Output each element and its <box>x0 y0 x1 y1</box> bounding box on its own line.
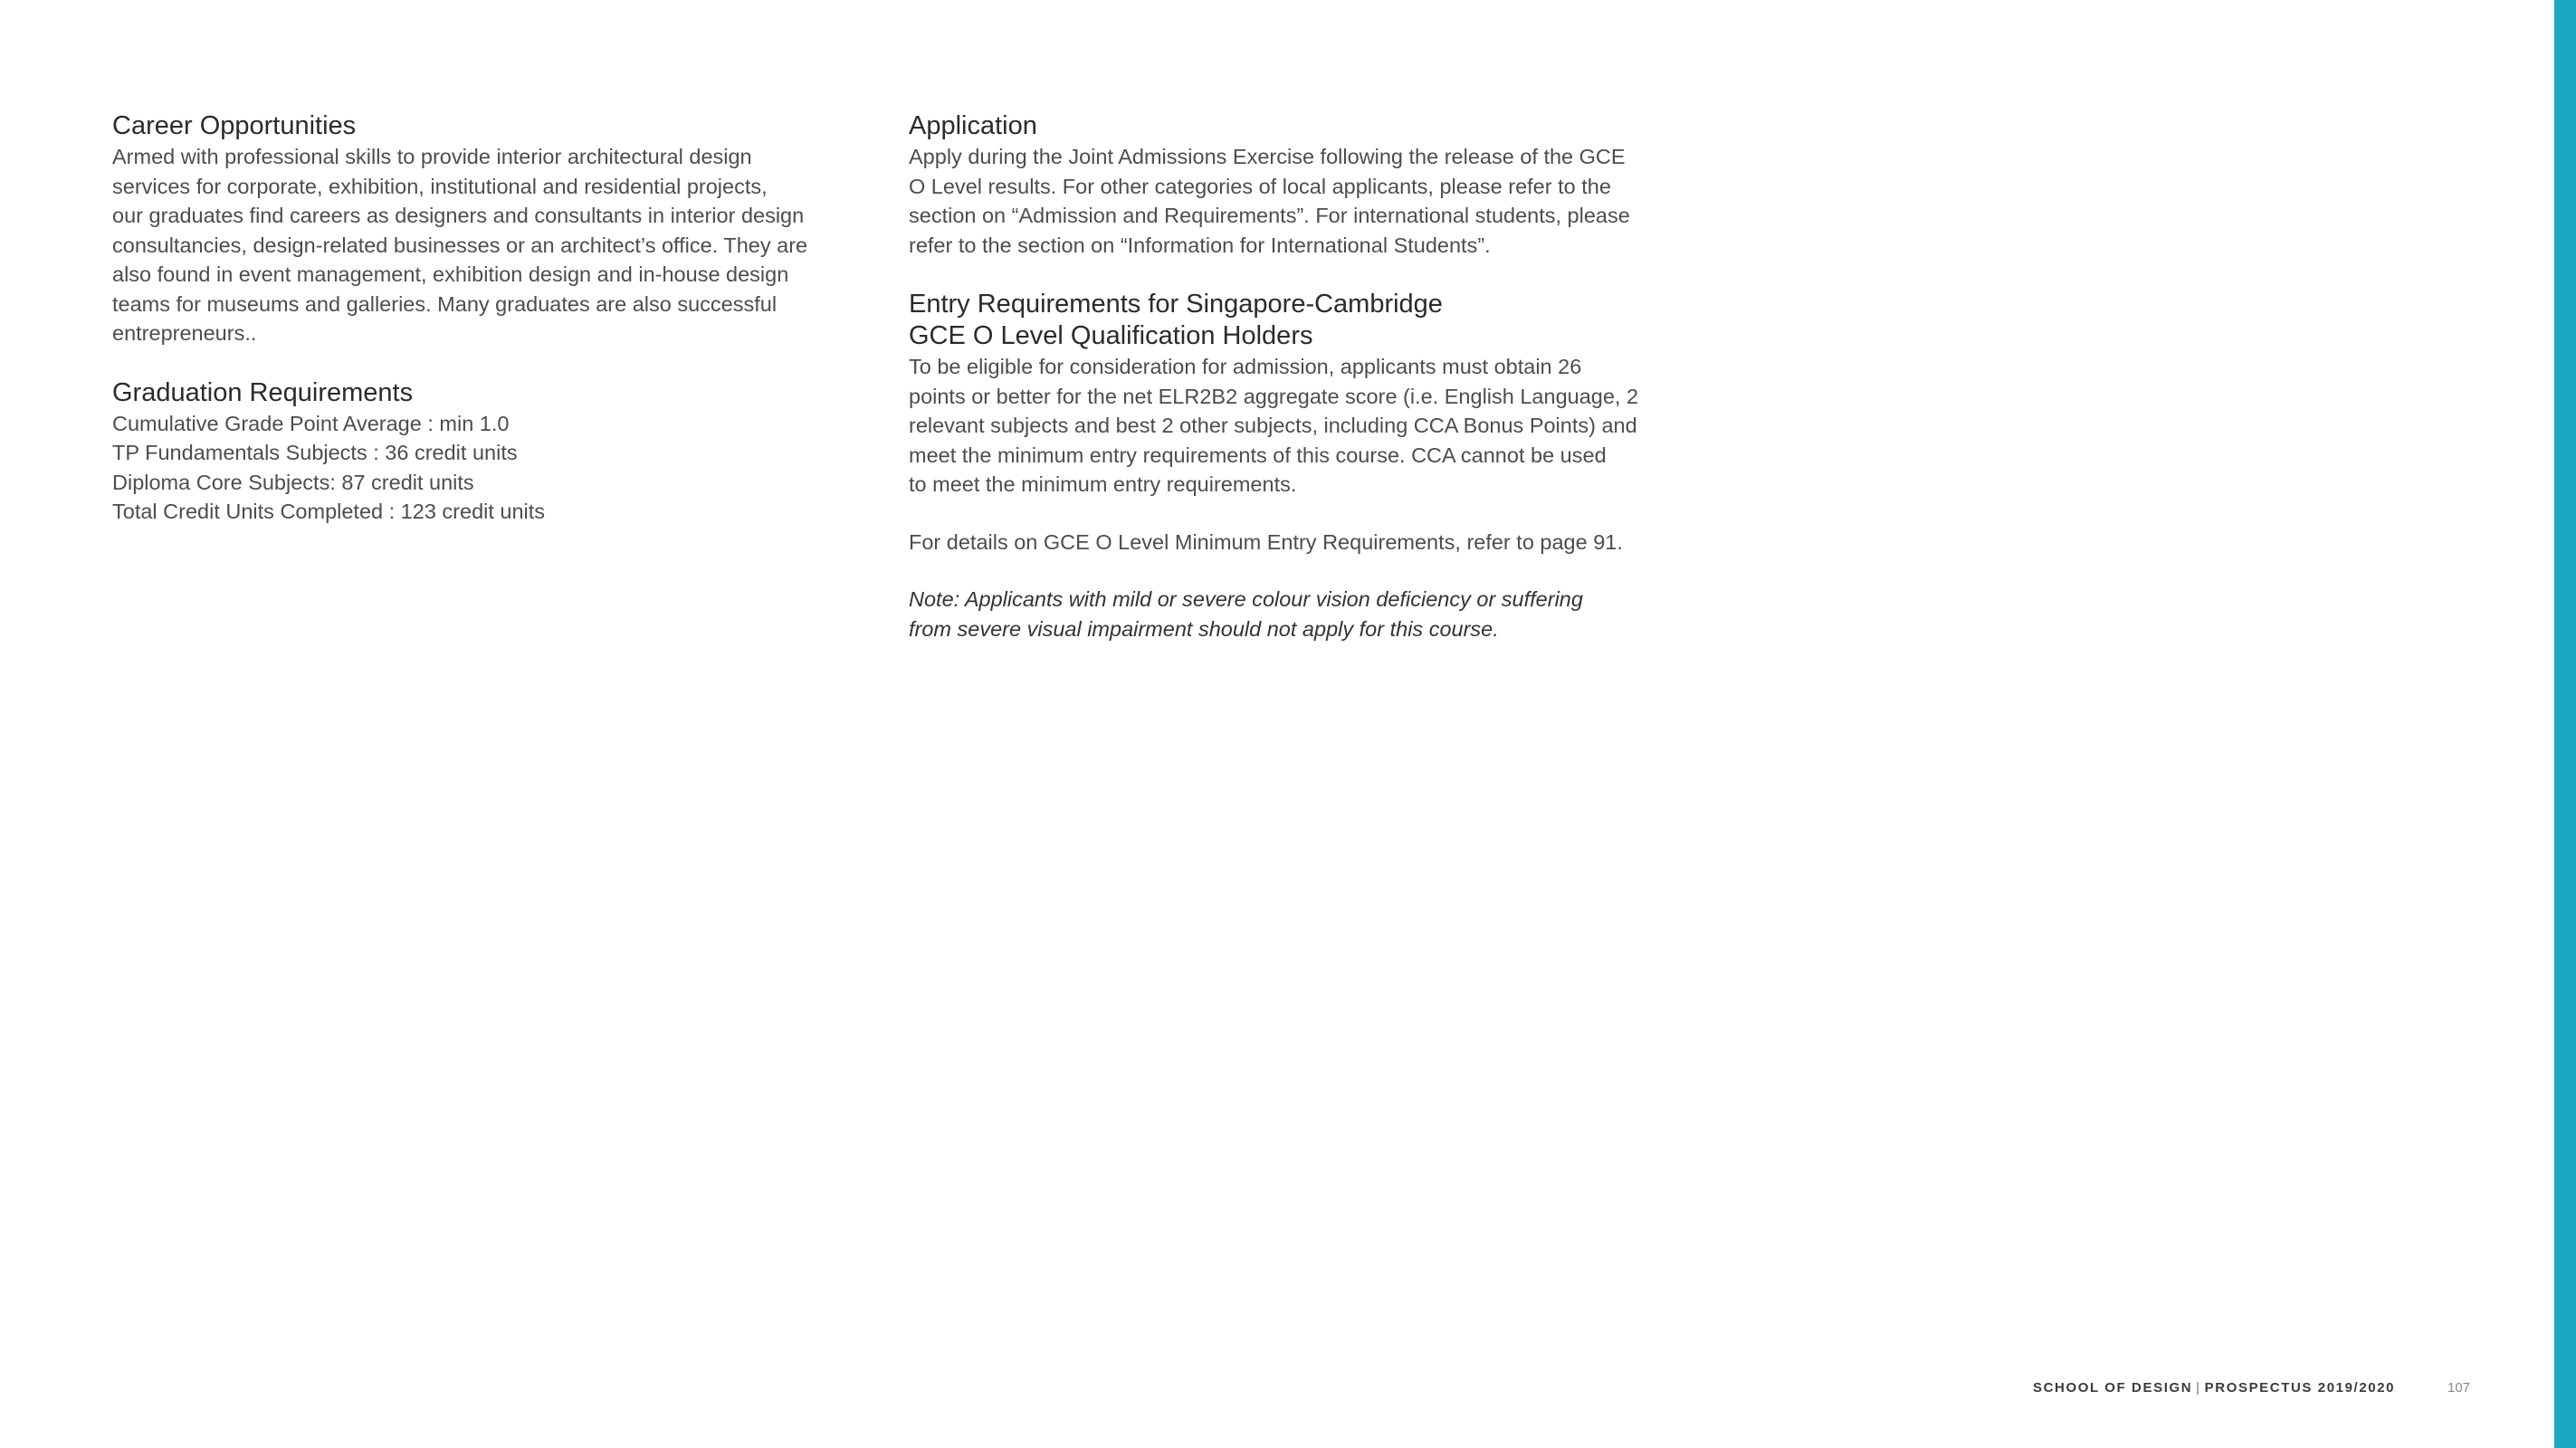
application-text <box>909 142 1669 260</box>
graduation-requirements-list <box>112 409 854 527</box>
text-line: section on “Admission and Requirements”. For international students, please <box>909 204 1630 227</box>
footer-prospectus: PROSPECTUS 2019/2020 <box>2204 1380 2396 1396</box>
entry-requirements-text <box>909 352 1669 500</box>
text-line: Apply during the Joint Admissions Exercise following the release of the GCE <box>909 145 1626 168</box>
footer-separator: | <box>2196 1380 2201 1396</box>
footer-school: SCHOOL OF DESIGN <box>2033 1380 2193 1396</box>
text-line: to meet the minimum entry requirements. <box>909 472 1297 496</box>
footer-publication <box>2033 1380 2395 1396</box>
left-column <box>112 110 854 527</box>
text-line: Armed with professional skills to provide interior architectural design <box>112 145 752 168</box>
right-column <box>909 110 1669 643</box>
text-line: To be eligible for consideration for admission, applicants must obtain 26 <box>909 355 1582 378</box>
career-opportunities-heading: Career Opportunities <box>112 111 357 140</box>
text-line: services for corporate, exhibition, institutional and residential projects, <box>112 174 768 198</box>
text-line: refer to the section on “Information for International Students”. <box>909 233 1491 257</box>
text-line: relevant subjects and best 2 other subjects, including CCA Bonus Points) and <box>909 414 1637 437</box>
heading-line: GCE O Level Qualification Holders <box>909 321 1313 350</box>
spacer <box>909 557 1669 585</box>
application-heading: Application <box>909 111 1037 140</box>
career-opportunities-text <box>112 142 854 348</box>
list-item: Total Credit Units Completed : 123 credit units <box>112 500 546 523</box>
colour-vision-note <box>909 585 1669 643</box>
heading-line: Entry Requirements for Singapore-Cambridge <box>909 290 1443 319</box>
text-line: points or better for the net ELR2B2 aggregate score (i.e. English Language, 2 <box>909 384 1639 408</box>
text-line: consultancies, design-related businesses or an architect’s office. They are <box>112 233 808 257</box>
note-line: Note: Applicants with mild or severe colour vision deficiency or suffering <box>909 587 1583 611</box>
spacer <box>112 348 854 377</box>
details-reference-text: For details on GCE O Level Minimum Entry Requirements, refer to page 91. <box>909 529 1623 554</box>
text-line: our graduates find careers as designers and consultants in interior design <box>112 204 805 227</box>
accent-bar <box>2554 0 2576 1448</box>
spacer <box>909 500 1669 528</box>
text-line: entrepreneurs.. <box>112 321 257 345</box>
text-line: also found in event management, exhibition design and in-house design <box>112 262 789 286</box>
list-item: TP Fundamentals Subjects : 36 credit units <box>112 441 518 464</box>
text-line: teams for museums and galleries. Many graduates are also successful <box>112 291 778 316</box>
graduation-requirements-heading: Graduation Requirements <box>112 377 414 407</box>
text-line: O Level results. For other categories of local applicants, please refer to the <box>909 174 1611 198</box>
list-item: Cumulative Grade Point Average : min 1.0 <box>112 411 510 435</box>
page-number: 107 <box>2447 1380 2471 1396</box>
entry-requirements-heading <box>909 289 1669 352</box>
list-item: Diploma Core Subjects: 87 credit units <box>112 470 474 494</box>
spacer <box>909 260 1669 289</box>
note-line: from severe visual impairment should not apply for this course. <box>909 616 1499 641</box>
text-line: meet the minimum entry requirements of this course. CCA cannot be used <box>909 443 1607 467</box>
